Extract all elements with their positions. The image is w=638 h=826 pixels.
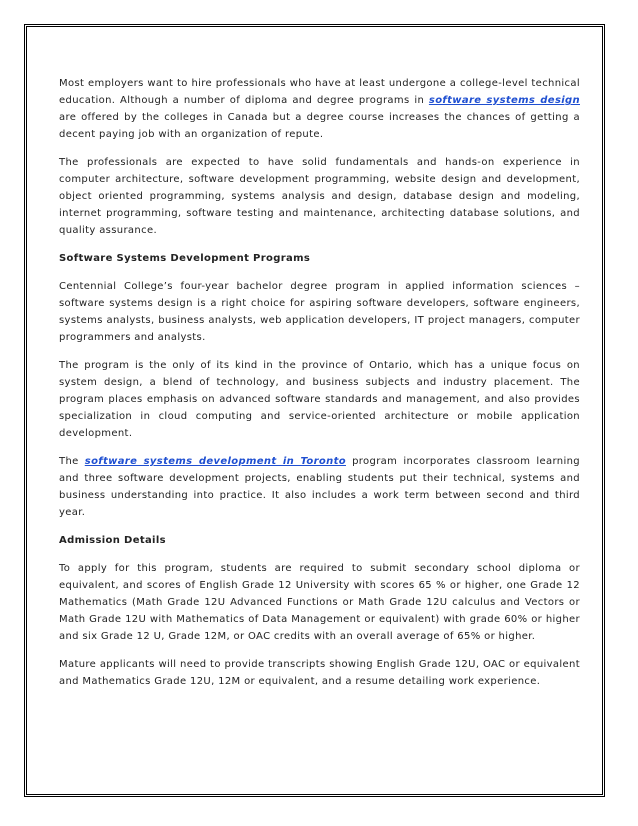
link-software-systems-design[interactable]: software systems design	[428, 95, 580, 106]
paragraph-centennial: Centennial College’s four-year bachelor degree program in applied information sciences – software systems design is a right choice for aspiring software developers, software engineers, systems analysts, business analysts, web application developers, IT project managers, computer programmers and analysts.	[59, 281, 580, 343]
paragraph-mature-applicants: Mature applicants will need to provide transcripts showing English Grade 12U, OAC or equivalent and Mathematics Grade 12U, 12M or equivalent, and a resume detailing work experience.	[59, 659, 580, 687]
paragraph-admission-requirements: To apply for this program, students are required to submit secondary school diploma or equivalent, and scores of English Grade 12 University with scores 65 % or higher, one Grade 12 Mathematics (Math Grade 12U Advanced Functions or Math Grade 12U calculus and Vectors or Math Grade 12U with Mathematics of Data Management or equivalent) with grade 60% or higher and six Grade 12 U, Grade 12M, or OAC credits with an overall average of 65% or higher.	[59, 563, 580, 642]
paragraph-intro	[59, 75, 580, 143]
paragraph-projects-text-end: program incorporates classroom learning and three software development projects, enabling students put their technical, systems and business understanding into practice. It also includes a work term between second and third year.	[59, 456, 581, 518]
paragraph-skills: The professionals are expected to have solid fundamentals and hands-on experience in computer architecture, software development programming, website design and development, object oriented programming, systems analysis and design, database design and modeling, internet programming, software testing and maintenance, architecting database solutions, and quality assurance.	[59, 157, 580, 236]
heading-programs: Software Systems Development Programs	[59, 253, 311, 264]
paragraph-intro-text-start: Most employers want to hire professionals who have at least undergone a college-level technical education. Although a number of diploma and degree programs in	[59, 78, 580, 106]
paragraph-projects-text-start: The	[59, 456, 85, 467]
paragraph-intro-text-end: are offered by the colleges in Canada but a degree course increases the chances of getting a decent paying job with an organization of repute.	[59, 112, 580, 140]
document-body	[59, 75, 580, 701]
heading-admission: Admission Details	[59, 535, 166, 546]
link-software-systems-development-toronto[interactable]: software systems development in Toronto	[84, 456, 346, 467]
paragraph-program-focus: The program is the only of its kind in the province of Ontario, which has a unique focus on system design, a blend of technology, and business subjects and industry placement. The program places emphasis on advanced software standards and management, and also provides specialization in cloud computing and service-oriented architecture or mobile application development.	[59, 360, 580, 439]
paragraph-projects	[59, 453, 580, 521]
